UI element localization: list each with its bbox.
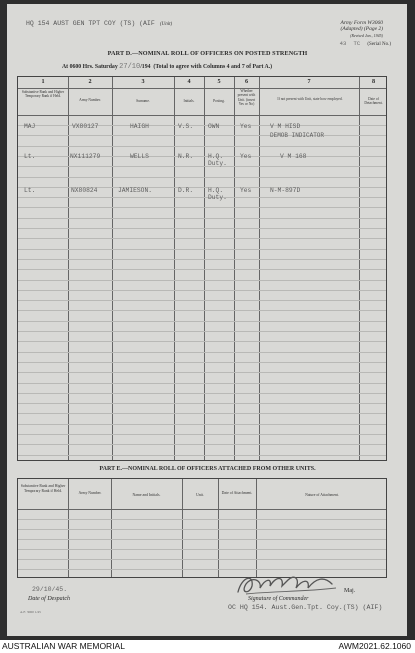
header-divider	[18, 88, 386, 89]
ruled-line	[18, 290, 386, 291]
col-number: 7	[307, 78, 311, 85]
col-divider	[218, 479, 219, 577]
ruled-line	[18, 413, 386, 414]
cell-posting: OWN	[208, 123, 220, 130]
part-d-sub-suffix: (Total to agree with Columns 4 and 7 of Part A.)	[153, 64, 273, 70]
col-divider	[182, 479, 183, 577]
cell-rank: Lt.	[24, 153, 36, 160]
form-line-1: Army Form W3060	[340, 20, 383, 26]
ruled-line	[18, 218, 386, 219]
signature-label: Signature of Commander	[248, 596, 309, 602]
ruled-line	[18, 207, 386, 208]
ruled-line	[18, 444, 386, 445]
ruled-line	[18, 549, 386, 550]
cell-posting: H.Q. Duty.	[208, 153, 227, 167]
col-header-posting: Posting.	[213, 99, 225, 103]
ruled-line	[18, 146, 386, 147]
ruled-line	[18, 362, 386, 363]
cell-surname: HAIGH	[130, 123, 149, 130]
col-header-rank: Substantive Rank and Higher Temporary Rank if Held.	[21, 90, 65, 99]
ruled-line	[18, 529, 386, 530]
cell-rank: Lt.	[24, 187, 36, 194]
archive-caption: AUSTRALIAN WAR MEMORIAL	[2, 641, 125, 651]
cell-army-number: VX80127	[72, 123, 99, 130]
serial-label: (Serial No.)	[367, 42, 391, 47]
ruled-line	[18, 424, 386, 425]
col-header-rank: Substantive Rank and Higher Temporary Rank if Held.	[20, 484, 66, 493]
ruled-line	[18, 310, 386, 311]
cell-initials: N.R.	[178, 153, 194, 160]
col-divider	[68, 479, 69, 577]
col-header-army-number: Army Number.	[78, 491, 102, 495]
ruled-line	[18, 238, 386, 239]
despatch-date: 29/10/45.	[32, 586, 68, 593]
col-number: 4	[187, 78, 191, 85]
ruled-line	[18, 434, 386, 435]
unit-label: (Unit)	[160, 22, 173, 27]
cell-employed: V M HISD	[270, 123, 301, 130]
ruled-line	[18, 269, 386, 270]
col-number: 5	[217, 78, 221, 85]
cell-army-number: NX80824	[71, 187, 98, 194]
ruled-line	[18, 259, 386, 260]
ruled-line	[18, 135, 386, 136]
ruled-line	[18, 300, 386, 301]
col-header-present: Whether present with Unit. (insert Yes or No)	[237, 89, 256, 107]
part-d-title: PART D.—NOMINAL ROLL OF OFFICERS ON POSTED STRENGTH	[107, 50, 308, 57]
col-number: 3	[141, 78, 145, 85]
commander-rank: Maj.	[344, 588, 356, 594]
cell-present: Yes	[240, 153, 252, 160]
ruled-line	[18, 228, 386, 229]
ruled-line	[18, 341, 386, 342]
commander-signature	[232, 572, 342, 598]
form-line-2: (Adapted) (Page 2)	[340, 26, 383, 33]
cell-surname: WELLS	[130, 153, 149, 160]
col-header-surname: Surname.	[136, 99, 150, 103]
ruled-line	[18, 539, 386, 540]
ruled-line	[18, 403, 386, 404]
cell-employed: N-M-897D	[270, 187, 301, 194]
ruled-line	[18, 383, 386, 384]
serial-mark: TC	[353, 40, 361, 47]
col-header-employed: If not present with Unit, state how employed.	[277, 97, 343, 101]
unit-typed: HQ 154 AUST GEN TPT COY (TS) (AIF	[26, 20, 155, 27]
cell-army-number: NX111279	[70, 153, 101, 160]
serial-handwritten: 43	[339, 40, 347, 47]
cell-employed: V M 168	[280, 153, 307, 160]
ruled-line	[18, 372, 386, 373]
part-d-date-year: /194	[140, 64, 151, 70]
ruled-line	[18, 393, 386, 394]
commander-unit: OC HQ 154. Aust.Gen.Tpt. Coy.(TS) (AIF)	[228, 604, 383, 611]
part-d-table	[17, 76, 387, 461]
form-line-3: (Revised Jan., 1945)	[350, 32, 383, 38]
header-divider	[18, 115, 386, 116]
cell-rank: MAJ	[24, 123, 36, 130]
col-header-initials: Initials.	[183, 99, 195, 103]
ruled-line	[18, 455, 386, 456]
ruled-line	[18, 166, 386, 167]
ruled-line	[18, 249, 386, 250]
ruled-line	[18, 177, 386, 178]
cell-initials: D.R.	[178, 187, 194, 194]
cell-initials: V.S.	[178, 123, 194, 130]
stamp-demob-indicator: DEMOB INDICATOR	[270, 132, 325, 139]
cell-posting: H.Q. Duty.	[208, 187, 227, 201]
ruled-line	[18, 352, 386, 353]
army-form-label	[341, 20, 383, 39]
part-d-date-day: 27/10	[119, 63, 141, 71]
despatch-label: Date of Despatch	[28, 596, 70, 602]
col-number: 8	[371, 78, 376, 85]
form-code: A.F. 3060 1/45	[20, 610, 41, 614]
col-number: 1	[41, 78, 45, 85]
part-e-table	[17, 478, 387, 578]
part-e-title: PART E.—NOMINAL ROLL OF OFFICERS ATTACHED FROM OTHER UNITS.	[99, 466, 316, 472]
col-header-unit: Unit.	[196, 493, 204, 497]
ruled-line	[18, 569, 386, 570]
col-header-army-number: Army Number.	[79, 98, 101, 102]
cell-surname: JAMIESON.	[118, 187, 153, 194]
ruled-line	[18, 559, 386, 560]
col-divider	[111, 479, 112, 577]
col-header-nature: Nature of Attachment.	[305, 493, 339, 497]
ruled-line	[18, 197, 386, 198]
part-d-sub-prefix: At 0600 Hrs. Saturday	[62, 64, 118, 70]
col-divider	[256, 479, 257, 577]
col-number: 2	[88, 78, 92, 85]
cell-present: Yes	[240, 187, 252, 194]
cell-present: Yes	[240, 123, 252, 130]
col-header-date-attachment: Date of Attachment.	[221, 491, 253, 495]
col-header-name: Name and Initials.	[132, 493, 161, 497]
archive-reference: AWM2021.62.1060	[338, 641, 411, 651]
ruled-line	[18, 519, 386, 520]
col-header-date: Date of Detachment.	[364, 97, 383, 106]
part-d-subtitle	[62, 63, 272, 71]
serial-number	[340, 40, 391, 47]
ruled-line	[18, 331, 386, 332]
col-number: 6	[244, 78, 249, 85]
ruled-line	[18, 321, 386, 322]
ruled-line	[18, 280, 386, 281]
header-divider	[18, 509, 386, 510]
